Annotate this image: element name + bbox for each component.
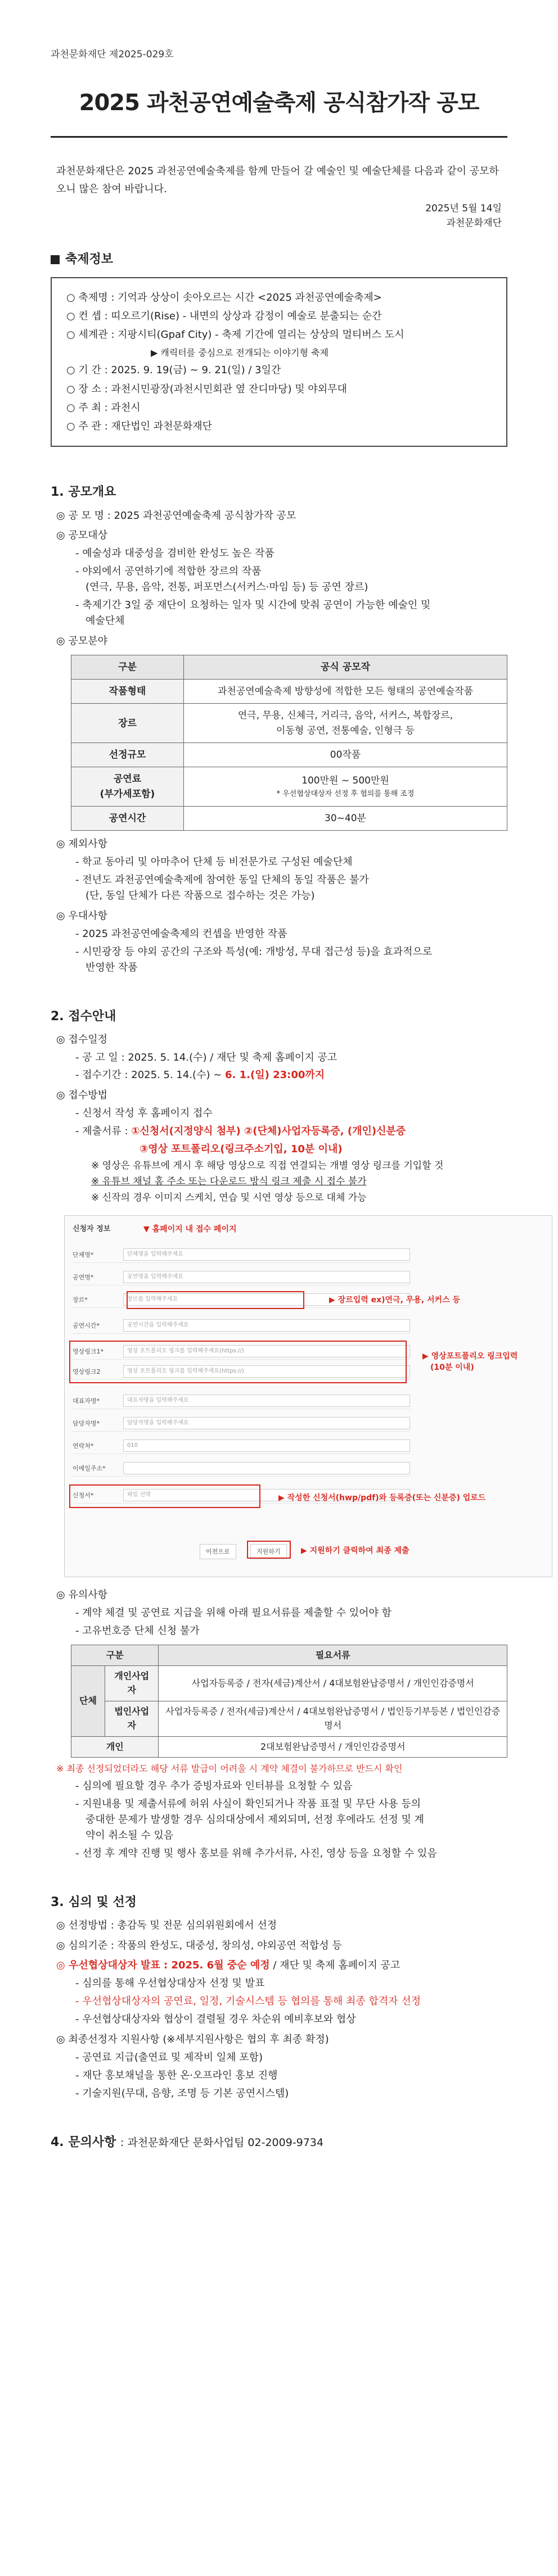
schedule-heading: ◎ 접수일정 [56,1033,107,1045]
info-row: ▶ 캐릭터를 중심으로 전개되는 이야기형 축제 [151,347,328,358]
info-row: ○ 장 소 : 과천시민광장(과천시민회관 옆 잔디마당) 및 야외무대 [66,383,347,395]
list-item: - 야외에서 공연하기에 적합한 장르의 작품 [75,565,262,578]
list-item: - 공연료 지급(출연료 및 제작비 일체 포함) [75,2051,263,2063]
list-item: (연극, 무용, 음악, 전통, 퍼포먼스(서커스·마임 등) 등 공연 장르) [86,581,368,594]
field-table [71,655,507,831]
list-item: - 선정 후 계약 진행 및 행사 홍보를 위해 추가서류, 사진, 영상 등을 요청할 수 있음 [75,1847,437,1859]
form-tab: 신청자 정보 [73,1224,111,1233]
list-item: - 고유번호증 단체 신청 불가 [75,1624,200,1637]
festival-info-box [51,277,507,447]
section-3-heading: 3. 심의 및 선정 [51,1895,137,1909]
list-item: - 계약 체결 및 공연료 지급을 위해 아래 필요서류를 제출할 수 있어야 함 [75,1606,392,1619]
caution-heading: ◎ 유의사항 [56,1588,107,1601]
announce-date: 2025년 5월 14일 [425,203,502,214]
form-row: 대표자명* 대표자명을 입력해주세요 [73,1393,410,1409]
annotation: ▶ 작성한 신청서(hwp/pdf)와 등록증(또는 신분증) 업로드 [278,1493,486,1502]
info-row: ○ 주 관 : 재단법인 과천문화재단 [66,420,213,433]
form-row: 장르* 장르를 입력해주세요 [73,1292,410,1308]
section-1-heading: 1. 공모개요 [51,485,116,500]
table-row: 장르 연극, 무용, 신체극, 거리극, 음악, 서커스, 복합장르, 이동형 공연, 전통예술, 인형극 등 [71,704,507,743]
list-item: - 예술성과 대중성을 겸비한 완성도 높은 작품 [75,547,274,560]
note: ※ 신작의 경우 이미지 스케치, 연습 및 시연 영상 등으로 대체 가능 [91,1192,367,1203]
support-heading: ◎ 최종선정자 지원사항 (※세부지원사항은 협의 후 최종 확정) [56,2034,329,2046]
section-4-heading: 4. 문의사항 : 과천문화재단 문화사업팀 02-2009-9734 [51,2135,324,2149]
form-row: 이메일주소* [73,1461,410,1477]
list-item: - 2025 과천공연예술축제의 컨셉을 반영한 작품 [75,927,287,940]
festival-info-heading: 축제정보 [51,250,507,269]
field-heading: ◎ 공모분야 [56,635,107,647]
highlight-box [69,1484,260,1508]
table-row: 공연료 (부가세포함) 100만원 ~ 500만원 * 우선협상대상자 선정 후 협의를 통해 조정 [71,767,507,807]
selection-method: ◎ 선정방법 : 총감독 및 전문 심의위원회에서 선정 [56,1919,277,1931]
required-docs: - 제출서류 : ①신청서(지정양식 첨부) ②(단체)사업자등록증, (개인)신분증 [75,1125,406,1138]
table-row: 단체 개인사업자 사업자등록증 / 전자(세금)계산서 / 4대보험완납증명서 / 개인인감증명서 [71,1666,507,1701]
square-bullet-icon [51,255,60,264]
exclude-heading: ◎ 제외사항 [56,838,107,850]
form-row: 단체명* 단체명을 입력해주세요 [73,1247,410,1263]
form-row: 담당자명* 담당자명을 입력해주세요 [73,1416,410,1432]
page-title: 2025 과천공연예술축제 공식참가작 공모 [51,85,507,138]
list-item: 약이 취소될 수 있음 [86,1829,174,1841]
annotation: ▶ 영상포트폴리오 링크입력 [422,1351,518,1361]
contest-name: ◎ 공 모 명 : 2025 과천공연예술축제 공식참가작 공모 [56,509,296,522]
apply-button[interactable]: 지원하기 [250,1544,287,1559]
highlight-box [127,1291,304,1309]
required-docs-cont: ③영상 포트폴리오(링크주소기입, 10분 이내) [140,1143,343,1155]
annotation: ▼ 홈페이지 내 접수 페이지 [143,1224,237,1234]
info-row: ○ 축제명 : 기억과 상상이 솟아오르는 시간 <2025 과천공연예술축제> [66,291,382,304]
list-item: - 신청서 작성 후 홈페이지 접수 [75,1107,213,1120]
priority-heading: ◎ 우대사항 [56,909,107,922]
list-item: - 심의를 통해 우선협상대상자 선정 및 발표 [75,1977,265,1990]
list-item: - 우선협상대상자와 협상이 결렬될 경우 차순위 예비후보와 협상 [75,2013,356,2026]
list-item: 중대한 문제가 발생할 경우 심의대상에서 제외되며, 선정 후에라도 선정 및 계 [86,1813,424,1826]
notice-date: - 공 고 일 : 2025. 5. 14.(수) / 재단 및 축제 홈페이지 공고 [75,1051,338,1063]
note: ※ 유튜브 채널 홈 주소 또는 다운로드 방식 링크 제출 시 접수 불가 [91,1176,367,1188]
list-item: - 전년도 과천공연예술축제에 참여한 동일 단체의 동일 작품은 불가 [75,874,369,886]
info-row: ○ 세계관 : 지팡시티(Gpaf City) - 축제 기간에 열리는 상상의 멀티버스 도시 [66,329,404,341]
list-item: 반영한 작품 [86,961,138,974]
list-item: - 시민광장 등 야외 공간의 구조와 특성(예: 개방성, 무대 접근성 등)을 효과적으로 [75,945,433,958]
list-item: - 지원내용 및 제출서류에 허위 사실이 확인되거나 작품 표절 및 무단 사용 등의 [75,1798,421,1810]
form-row: 공연시간* 공연시간을 입력해주세요 [73,1318,410,1334]
announcement: ◎ 우선협상대상자 발표 : 2025. 6월 중순 예정 / 재단 및 축제 홈페이지 공고 [56,1959,400,1972]
table-header: 구분 [71,1645,159,1666]
application-form-screenshot [64,1215,552,1577]
list-item: - 학교 동아리 및 아마추어 단체 등 비전문가로 구성된 예술단체 [75,856,353,868]
table-header: 필요서류 [159,1645,507,1666]
info-row: ○ 컨 셉 : 띠오르기(Rise) - 내면의 상상과 감정이 예술로 분출되는 순간 [66,310,382,323]
info-row: ○ 기 간 : 2025. 9. 19(금) ~ 9. 21(일) / 3일간 [66,364,281,377]
intro-text: 과천문화재단은 2025 과천공연예술축제를 함께 만들어 갈 예술인 및 예술단체를 다음과 같이 공모하오니 많은 참여 바랍니다. [56,165,499,195]
list-item: - 기술지원(무대, 음향, 조명 등 기본 공연시스템) [75,2087,289,2099]
criteria: ◎ 심의기준 : 작품의 완성도, 대중성, 창의성, 야외공연 적합성 등 [56,1939,342,1952]
target-heading: ◎ 공모대상 [56,529,107,542]
table-row: 작품형태 과천공연예술축제 방향성에 적합한 모든 형태의 공연예술작품 [71,680,507,704]
table-header: 공식 공모작 [184,655,507,679]
form-row: 영상링크1* 영상 포트폴리오 링크를 입력해주세요(https://) [73,1344,410,1360]
announce-org: 과천문화재단 [446,218,502,229]
note: ※ 영상은 유튜브에 게시 후 해당 영상으로 직접 연결되는 개별 영상 링크를 기입할 것 [91,1160,444,1171]
table-row: 선정규모 00작품 [71,743,507,767]
annotation: ▶ 지원하기 클릭하여 최종 제출 [301,1546,410,1555]
list-item: (단, 동일 단체가 다른 작품으로 접수하는 것은 가능) [86,890,315,902]
form-row: 연락처* 010 [73,1438,410,1454]
list-item: 예술단체 [86,614,125,627]
highlight-box [69,1341,407,1383]
list-item: - 우선협상대상자의 공연료, 일정, 기술시스템 등 협의를 통해 최종 합격자 선정 [75,1995,421,2008]
doc-number: 과천문화재단 제2025-029호 [51,49,174,60]
highlight-box [247,1541,291,1559]
list-item: - 심의에 필요할 경우 추가 증빙자료와 인터뷰를 요청할 수 있음 [75,1780,353,1792]
annotation: ▶ 장르입력 ex)연극, 무용, 서커스 등 [329,1295,460,1305]
form-row: 신청서* 파일 선택 [73,1488,410,1504]
table-row: 공연시간 30~40분 [71,807,507,831]
list-item: - 재단 홍보채널을 통한 온·오프라인 홍보 진행 [75,2069,278,2081]
table-row: 개인 2대보험완납증명서 / 개인인감증명서 [71,1736,507,1758]
table-row: 법인사업자 사업자등록증 / 전자(세금)계산서 / 4대보험완납증명서 / 법인등기부등본 / 법인인감증명서 [71,1701,507,1736]
form-row: 공연명* 공연명을 입력해주세요 [73,1270,410,1285]
annotation: (10분 이내) [430,1362,474,1372]
prev-button[interactable]: 이전으로 [200,1544,236,1559]
list-item: - 축제기간 3일 중 재단이 요청하는 일자 및 시간에 맞춰 공연이 가능한 예술인 및 [75,599,431,611]
info-row: ○ 주 최 : 과천시 [66,401,141,414]
warning-note: ※ 최종 선정되었더라도 해당 서류 발급이 어려울 시 계약 체결이 불가하므로 반드시 확인 [56,1763,403,1774]
section-2-heading: 2. 접수안내 [51,1009,116,1024]
form-row: 영상링크2 영상 포트폴리오 링크를 입력해주세요(https://) [73,1364,410,1380]
table-header: 구분 [71,655,184,679]
period: - 접수기간 : 2025. 5. 14.(수) ~ 6. 1.(일) 23:00까지 [75,1069,325,1081]
required-docs-table [71,1645,507,1758]
method-heading: ◎ 접수방법 [56,1089,107,1102]
